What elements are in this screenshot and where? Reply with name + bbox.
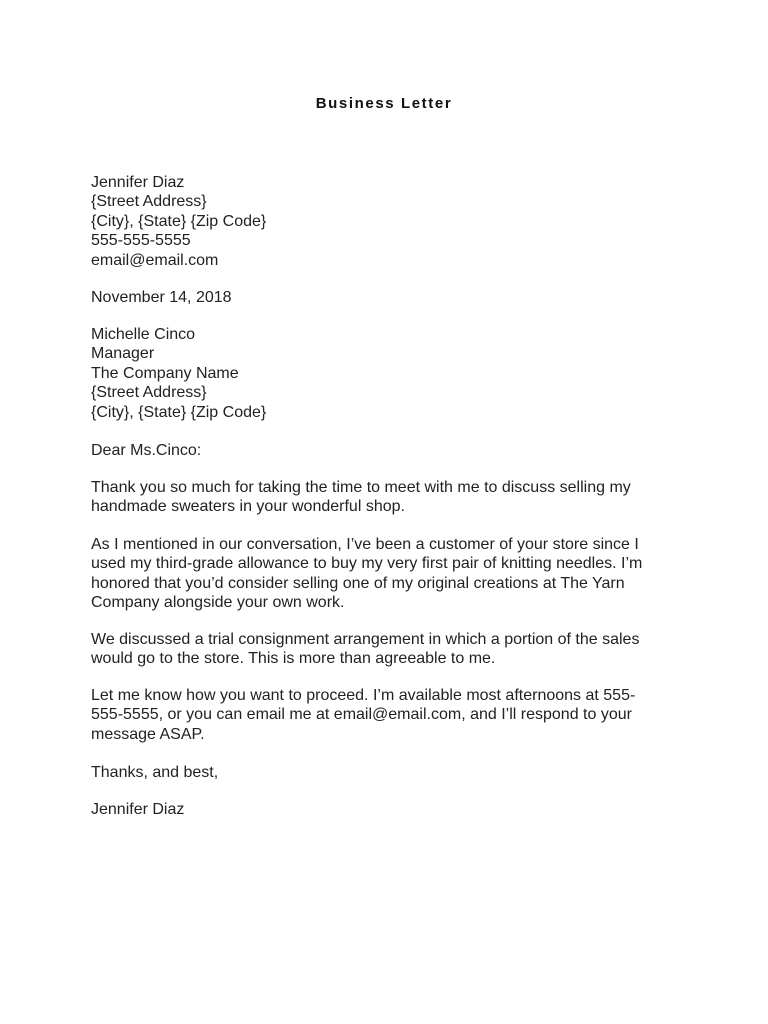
paragraph-line: Let me know how you want to proceed. I’m available most afternoons at 555- <box>91 687 636 704</box>
closing-block <box>91 763 661 782</box>
recipient-title: Manager <box>91 345 155 363</box>
paragraph-3 <box>91 630 661 669</box>
paragraph-line: Thank you so much for taking the time to meet with me to discuss selling my <box>91 479 631 496</box>
paragraph-line: used my third-grade allowance to buy my very first pair of knitting needles. I’m <box>91 555 643 573</box>
paragraph-1 <box>91 478 661 517</box>
signature-name: Jennifer Diaz <box>91 801 185 818</box>
paragraph-line: Company alongside your own work. <box>91 594 345 612</box>
recipient-name: Michelle Cinco <box>91 326 196 343</box>
paragraph-line: As I mentioned in our conversation, I’ve been a customer of your store since I <box>91 536 639 553</box>
sender-name: Jennifer Diaz <box>91 174 185 191</box>
closing: Thanks, and best, <box>91 764 219 781</box>
sender-street: {Street Address} <box>91 193 207 211</box>
recipient-city-state-zip: {City}, {State} {Zip Code} <box>91 403 267 421</box>
salutation-block <box>91 441 661 460</box>
letter-date-block <box>91 288 661 307</box>
paragraph-4 <box>91 686 661 744</box>
signature-block <box>91 800 661 819</box>
sender-email: email@email.com <box>91 251 219 269</box>
recipient-street: {Street Address} <box>91 384 207 402</box>
paragraph-line: message ASAP. <box>91 725 205 743</box>
recipient-block <box>91 325 661 422</box>
paragraph-line: handmade sweaters in your wonderful shop. <box>91 498 405 516</box>
paragraph-line: 555-5555, or you can email me at email@email.com, and I’ll respond to your <box>91 706 632 724</box>
paragraph-2 <box>91 535 661 613</box>
document-title: Business Letter <box>315 95 453 112</box>
paragraph-line: would go to the store. This is more than agreeable to me. <box>91 650 496 668</box>
recipient-company: The Company Name <box>91 364 239 382</box>
paragraph-line: We discussed a trial consignment arrangement in which a portion of the sales <box>91 631 640 648</box>
letter-date: November 14, 2018 <box>91 289 232 306</box>
salutation: Dear Ms.Cinco: <box>91 442 202 459</box>
paragraph-line: honored that you’d consider selling one of my original creations at The Yarn <box>91 574 625 592</box>
sender-phone: 555-555-5555 <box>91 232 191 250</box>
sender-block <box>91 173 661 270</box>
sender-city-state-zip: {City}, {State} {Zip Code} <box>91 212 267 230</box>
